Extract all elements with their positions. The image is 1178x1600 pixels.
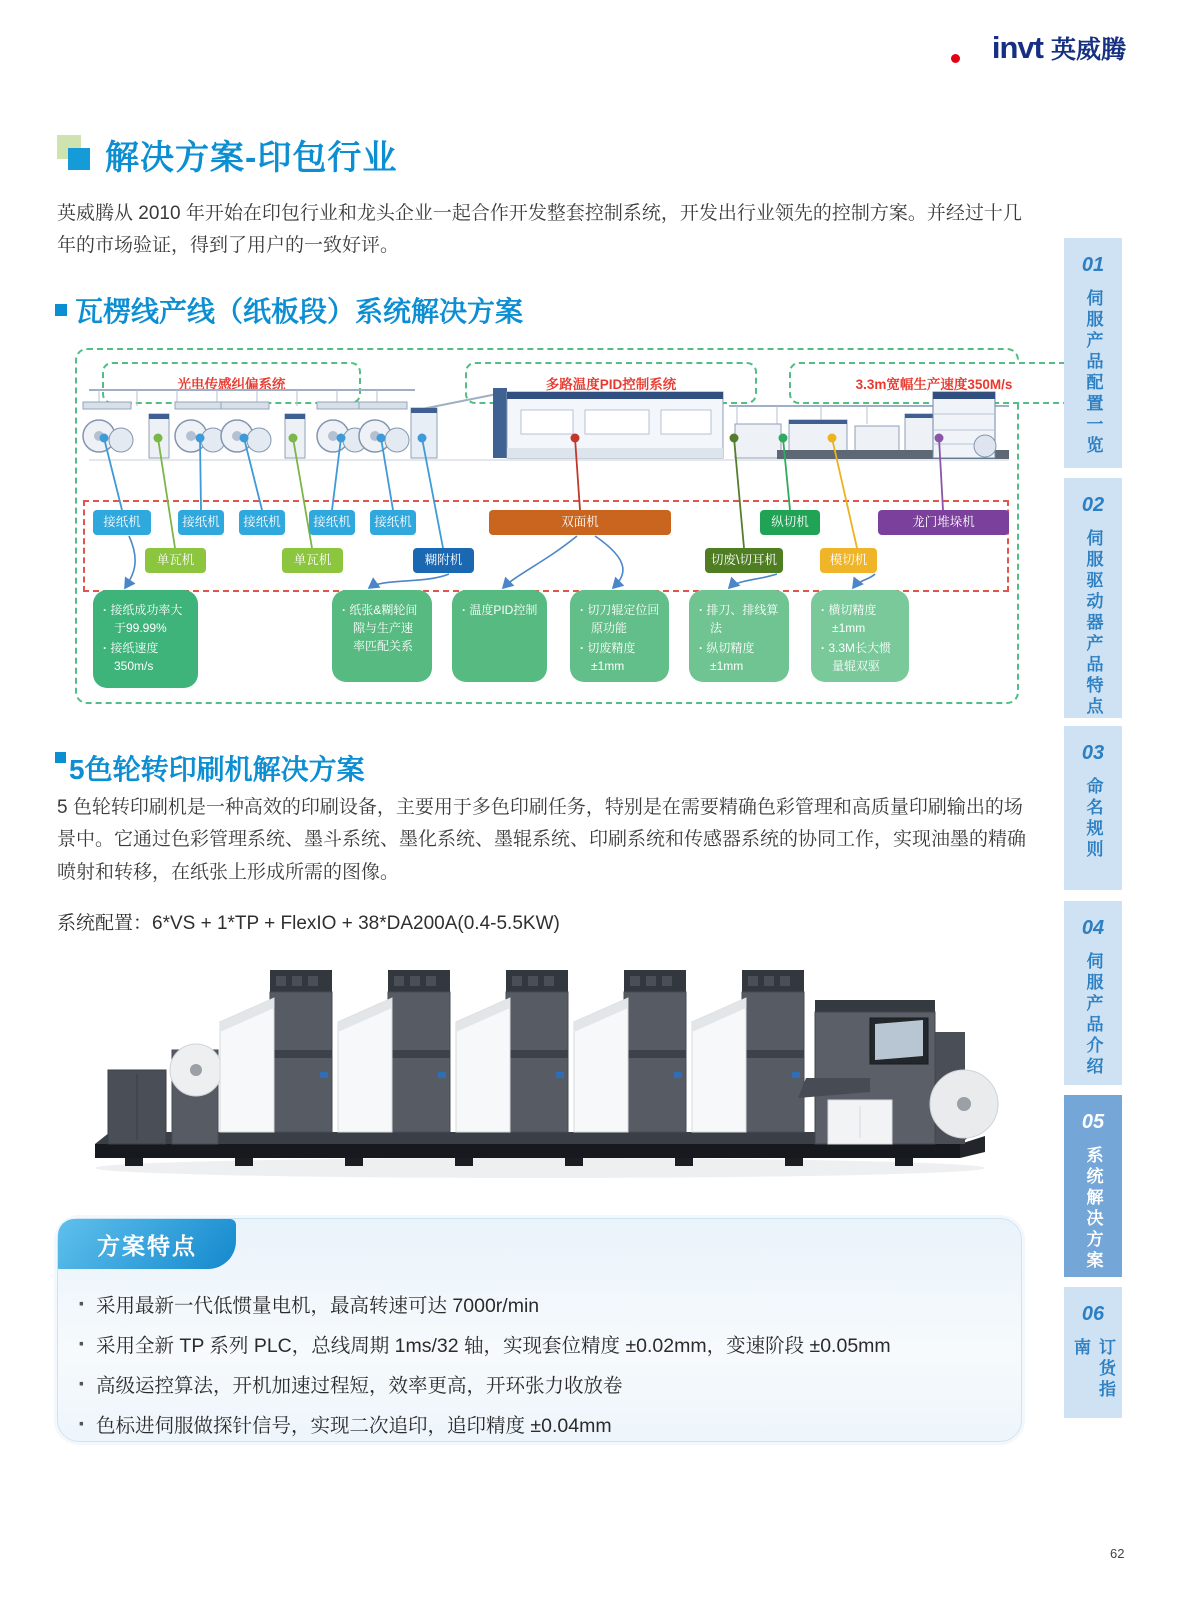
invt-logo-cn-text: 英威腾 [1050,36,1126,64]
corrugator-diagram [75,348,1019,704]
benefit-card-splicing [93,590,198,688]
tab-number: 04 [1081,917,1105,939]
sidebar-tab-05-system-solutions[interactable] [1064,1095,1122,1277]
feature-item: · 采用全新 TP 系列 PLC，总线周期 1ms/32 轴，实现套位精度 ±0.02mm，变速阶段 ±0.05mm [78,1325,991,1365]
tab-label: 伺服产品介绍 [1083,952,1103,1078]
tab-number: 03 [1081,742,1105,764]
tab-label: 伺服产品配置一览 [1083,289,1103,457]
sidebar-tab-04-servo-products[interactable] [1064,901,1122,1085]
benefit-item: · 接纸成功率大于99.99% [103,601,190,637]
benefit-item: · 横切精度±1mm [821,601,901,637]
page-number: 62 [1110,1546,1125,1561]
tab-label: 订货指南 [1071,1338,1115,1401]
sidebar-tab-01-servo-config[interactable] [1064,238,1122,468]
section-corrugator-title: 瓦楞线产线（纸板段）系统解决方案 [75,296,524,327]
benefit-card-pid [452,590,547,682]
benefit-item: · 温度PID控制 [462,601,539,619]
page-title: 解决方案-印包行业 [105,139,398,177]
press-description: 5 色轮转印刷机是一种高效的印刷设备，主要用于多色印刷任务，特别是在需要精确色彩管理和高质量印刷输出的场景中。它通过色彩管理系统、墨斗系统、墨化系统、墨辊系统、印刷系统和传感器系统的协同工作，实现油墨的精确喷射和转移，在纸张上形成所需的图像。 [57,797,1027,883]
label-slitter: 纵切机 [760,510,820,535]
label-glue-machine: 糊附机 [413,548,474,573]
callout-pid-control: 多路温度PID控制系统 [465,362,757,404]
benefit-card-knife [570,590,669,682]
benefit-item: · 切废精度±1mm [580,639,661,675]
tab-number: 06 [1081,1303,1105,1325]
benefit-card-crosscut [811,590,909,682]
feature-item: · 采用最新一代低惯量电机，最高转速可达 7000r/min [78,1285,991,1325]
sidebar-tab-06-ordering-guide[interactable] [1064,1287,1122,1418]
benefit-item: · 纸张&糊轮间隙与生产速率匹配关系 [342,601,424,655]
invt-logo-red-dot-icon [951,54,960,63]
callout-speed: 3.3m宽幅生产速度350M/s [789,362,1079,404]
page-title-row [57,130,397,179]
callout-photo-sensor: 光电传感纠偏系统 [102,362,361,404]
section-corrugator-heading [55,290,523,330]
label-single-facer-2: 单瓦机 [282,548,343,573]
label-splicer-4: 接纸机 [309,510,355,535]
label-splicer-2: 接纸机 [178,510,224,535]
feature-item: · 高级运控算法，开机加速过程短，效率更高，开环张力收放卷 [78,1365,991,1405]
benefit-item: · 接纸速度350m/s [103,639,190,675]
label-splicer-5: 接纸机 [370,510,416,535]
feature-item: · 色标进伺服做探针信号，实现二次追印，追印精度 ±0.04mm [78,1405,991,1445]
solution-features-header: 方案特点 [58,1219,236,1269]
benefit-item: · 排刀、排线算法 [699,601,781,637]
printing-press-photo [80,952,1000,1192]
benefit-card-slitting [689,590,789,682]
heading-square-icon [55,752,66,763]
intro-paragraph: 英威腾从 2010 年开始在印包行业和龙头企业一起合作开发整套控制系统，开发出行业领先的控制方案。并经过十几年的市场验证，得到了用户的一致好评。 [57,203,1022,256]
tab-label: 命名规则 [1083,777,1103,861]
benefit-item: · 纵切精度±1mm [699,639,781,675]
corrugator-line-illustration [77,380,1017,480]
tab-label: 伺服驱动器产品特点 [1083,529,1103,718]
label-die-cutter: 模切机 [820,548,877,573]
label-gantry-stacker: 龙门堆垛机 [878,510,1009,535]
title-marker-icon [57,135,97,175]
label-splicer-3: 接纸机 [239,510,285,535]
sidebar-tab-02-drive-features[interactable] [1064,478,1122,718]
press-system-config: 系统配置：6*VS + 1*TP + FlexIO + 38*DA200A(0.4-5.5KW) [57,913,560,934]
label-trim-cutter: 切废\切耳机 [705,548,783,573]
label-splicer-1: 接纸机 [93,510,151,535]
tab-number: 05 [1081,1111,1105,1133]
benefit-card-gap-match [332,590,432,682]
invt-logo-text: invt [991,30,1043,65]
sidebar-tab-03-naming-rules[interactable] [1064,726,1122,890]
benefit-item: · 切刀辊定位回原功能 [580,601,661,637]
heading-square-icon [55,304,67,316]
section-press-title: 5色轮转印刷机解决方案 [69,754,365,785]
invt-logo [992,30,1126,66]
tab-number: 02 [1081,494,1105,516]
label-single-facer-1: 单瓦机 [145,548,206,573]
tab-label: 系统解决方案 [1083,1146,1103,1272]
section-press-heading [55,748,365,788]
label-double-facer: 双面机 [489,510,671,535]
benefit-item: · 3.3M长大惯量辊双驱 [821,639,901,675]
tab-number: 01 [1081,254,1105,276]
solution-features-panel [57,1218,1022,1442]
title-marker-blue-square [68,148,90,170]
